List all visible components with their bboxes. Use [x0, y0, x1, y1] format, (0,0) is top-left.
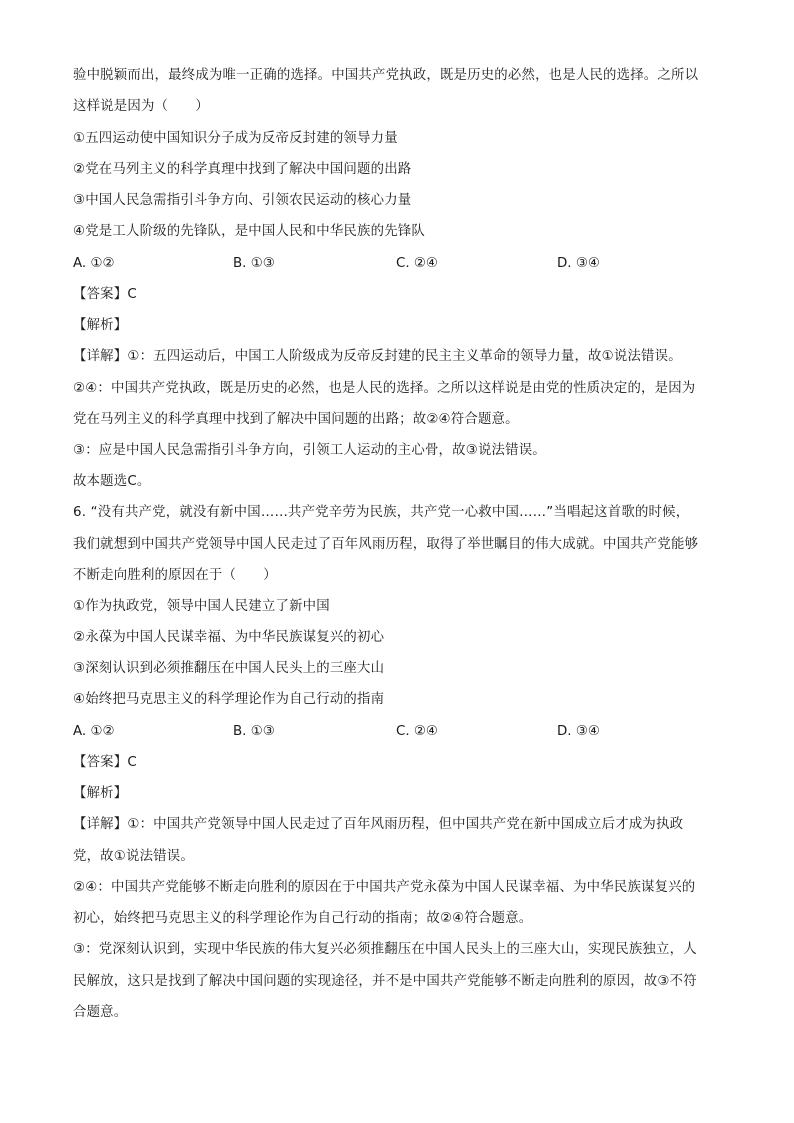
q6-detail-line-6: 民解放，这只是找到了解决中国问题的实现途径，并不是中国共产党能够不断走向胜利的原因，故③不符	[73, 974, 697, 989]
q6-option-c: C. ②④	[396, 724, 438, 739]
q5-detail-line-2: ②④：中国共产党执政，既是历史的必然，也是人民的选择。之所以这样说是由党的性质决定的，是因为	[73, 381, 696, 396]
q5-statement-3: ③中国人民急需指引斗争方向、引领农民运动的核心力量	[73, 193, 412, 208]
q5-statement-2: ②党在马列主义的科学真理中找到了解决中国问题的出路	[73, 162, 412, 177]
q6-statement-2: ②永葆为中国人民谋幸福、为中华民族谋复兴的初心	[73, 630, 385, 645]
q5-detail-line-3: 党在马列主义的科学真理中找到了解决中国问题的出路；故②④符合题意。	[73, 412, 519, 427]
q5-detail-line-5: 故本题选C。	[73, 474, 151, 489]
q5-statement-4: ④党是工人阶级的先锋队，是中国人民和中华民族的先锋队	[73, 224, 425, 239]
q6-answer: 【答案】C	[73, 755, 137, 770]
q6-option-d: D. ③④	[557, 724, 600, 739]
q6-analysis-title: 【解析】	[73, 786, 128, 801]
q6-detail-line-1: 【详解】①：中国共产党领导中国人民走过了百年风雨历程，但中国共产党在新中国成立后才成为执政	[73, 817, 684, 832]
q6-detail-line-3: ②④：中国共产党能够不断走向胜利的原因在于中国共产党永葆为中国人民谋幸福、为中华民族谋复兴的	[73, 880, 696, 895]
q6-option-a: A. ①②	[73, 724, 115, 739]
q6-option-b: B. ①③	[233, 724, 275, 739]
q5-detail-line-1: 【详解】①：五四运动后，中国工人阶级成为反帝反封建的民主主义革命的领导力量，故①说法错误。	[73, 349, 682, 364]
q5-option-a: A. ①②	[73, 256, 115, 271]
q5-statement-1: ①五四运动使中国知识分子成为反帝反封建的领导力量	[73, 131, 398, 146]
q6-detail-line-7: 合题意。	[73, 1005, 128, 1020]
q5-detail-line-4: ③：应是中国人民急需指引斗争方向，引领工人运动的主心骨，故③说法错误。	[73, 443, 546, 458]
q5-stem-line-2: 这样说是因为（ ）	[73, 99, 209, 114]
q6-detail-line-5: ③：党深刻认识到，实现中华民族的伟大复兴必须推翻压在中国人民头上的三座大山，实现民族独立，人	[73, 942, 697, 957]
q6-statement-3: ③深刻认识到必须推翻压在中国人民头上的三座大山	[73, 661, 385, 676]
q6-stem-line-2: 我们就想到中国共产党领导中国人民走过了百年风雨历程，取得了举世瞩目的伟大成就。中国共产党能够	[73, 537, 699, 552]
q6-detail-line-4: 初心，始终把马克思主义的科学理论作为自己行动的指南；故②④符合题意。	[73, 911, 533, 926]
q5-analysis-title: 【解析】	[73, 318, 128, 333]
q6-detail-line-2: 党，故①说法错误。	[73, 849, 194, 864]
q6-stem-line-1: 6. “没有共产党，就没有新中国……共产党辛劳为民族，共产党一心救中国……”当唱起这首歌的时候，	[73, 505, 690, 520]
q6-statement-1: ①作为执政党，领导中国人民建立了新中国	[73, 599, 330, 614]
q5-option-d: D. ③④	[557, 256, 600, 271]
q5-answer: 【答案】C	[73, 287, 137, 302]
q5-option-b: B. ①③	[233, 256, 275, 271]
q6-statement-4: ④始终把马克思主义的科学理论作为自己行动的指南	[73, 692, 385, 707]
q5-stem-line-1: 验中脱颖而出，最终成为唯一正确的选择。中国共产党执政，既是历史的必然，也是人民的选择。之所以	[73, 68, 699, 83]
q6-stem-line-3: 不断走向胜利的原因在于（ ）	[73, 568, 277, 583]
q5-option-c: C. ②④	[396, 256, 438, 271]
